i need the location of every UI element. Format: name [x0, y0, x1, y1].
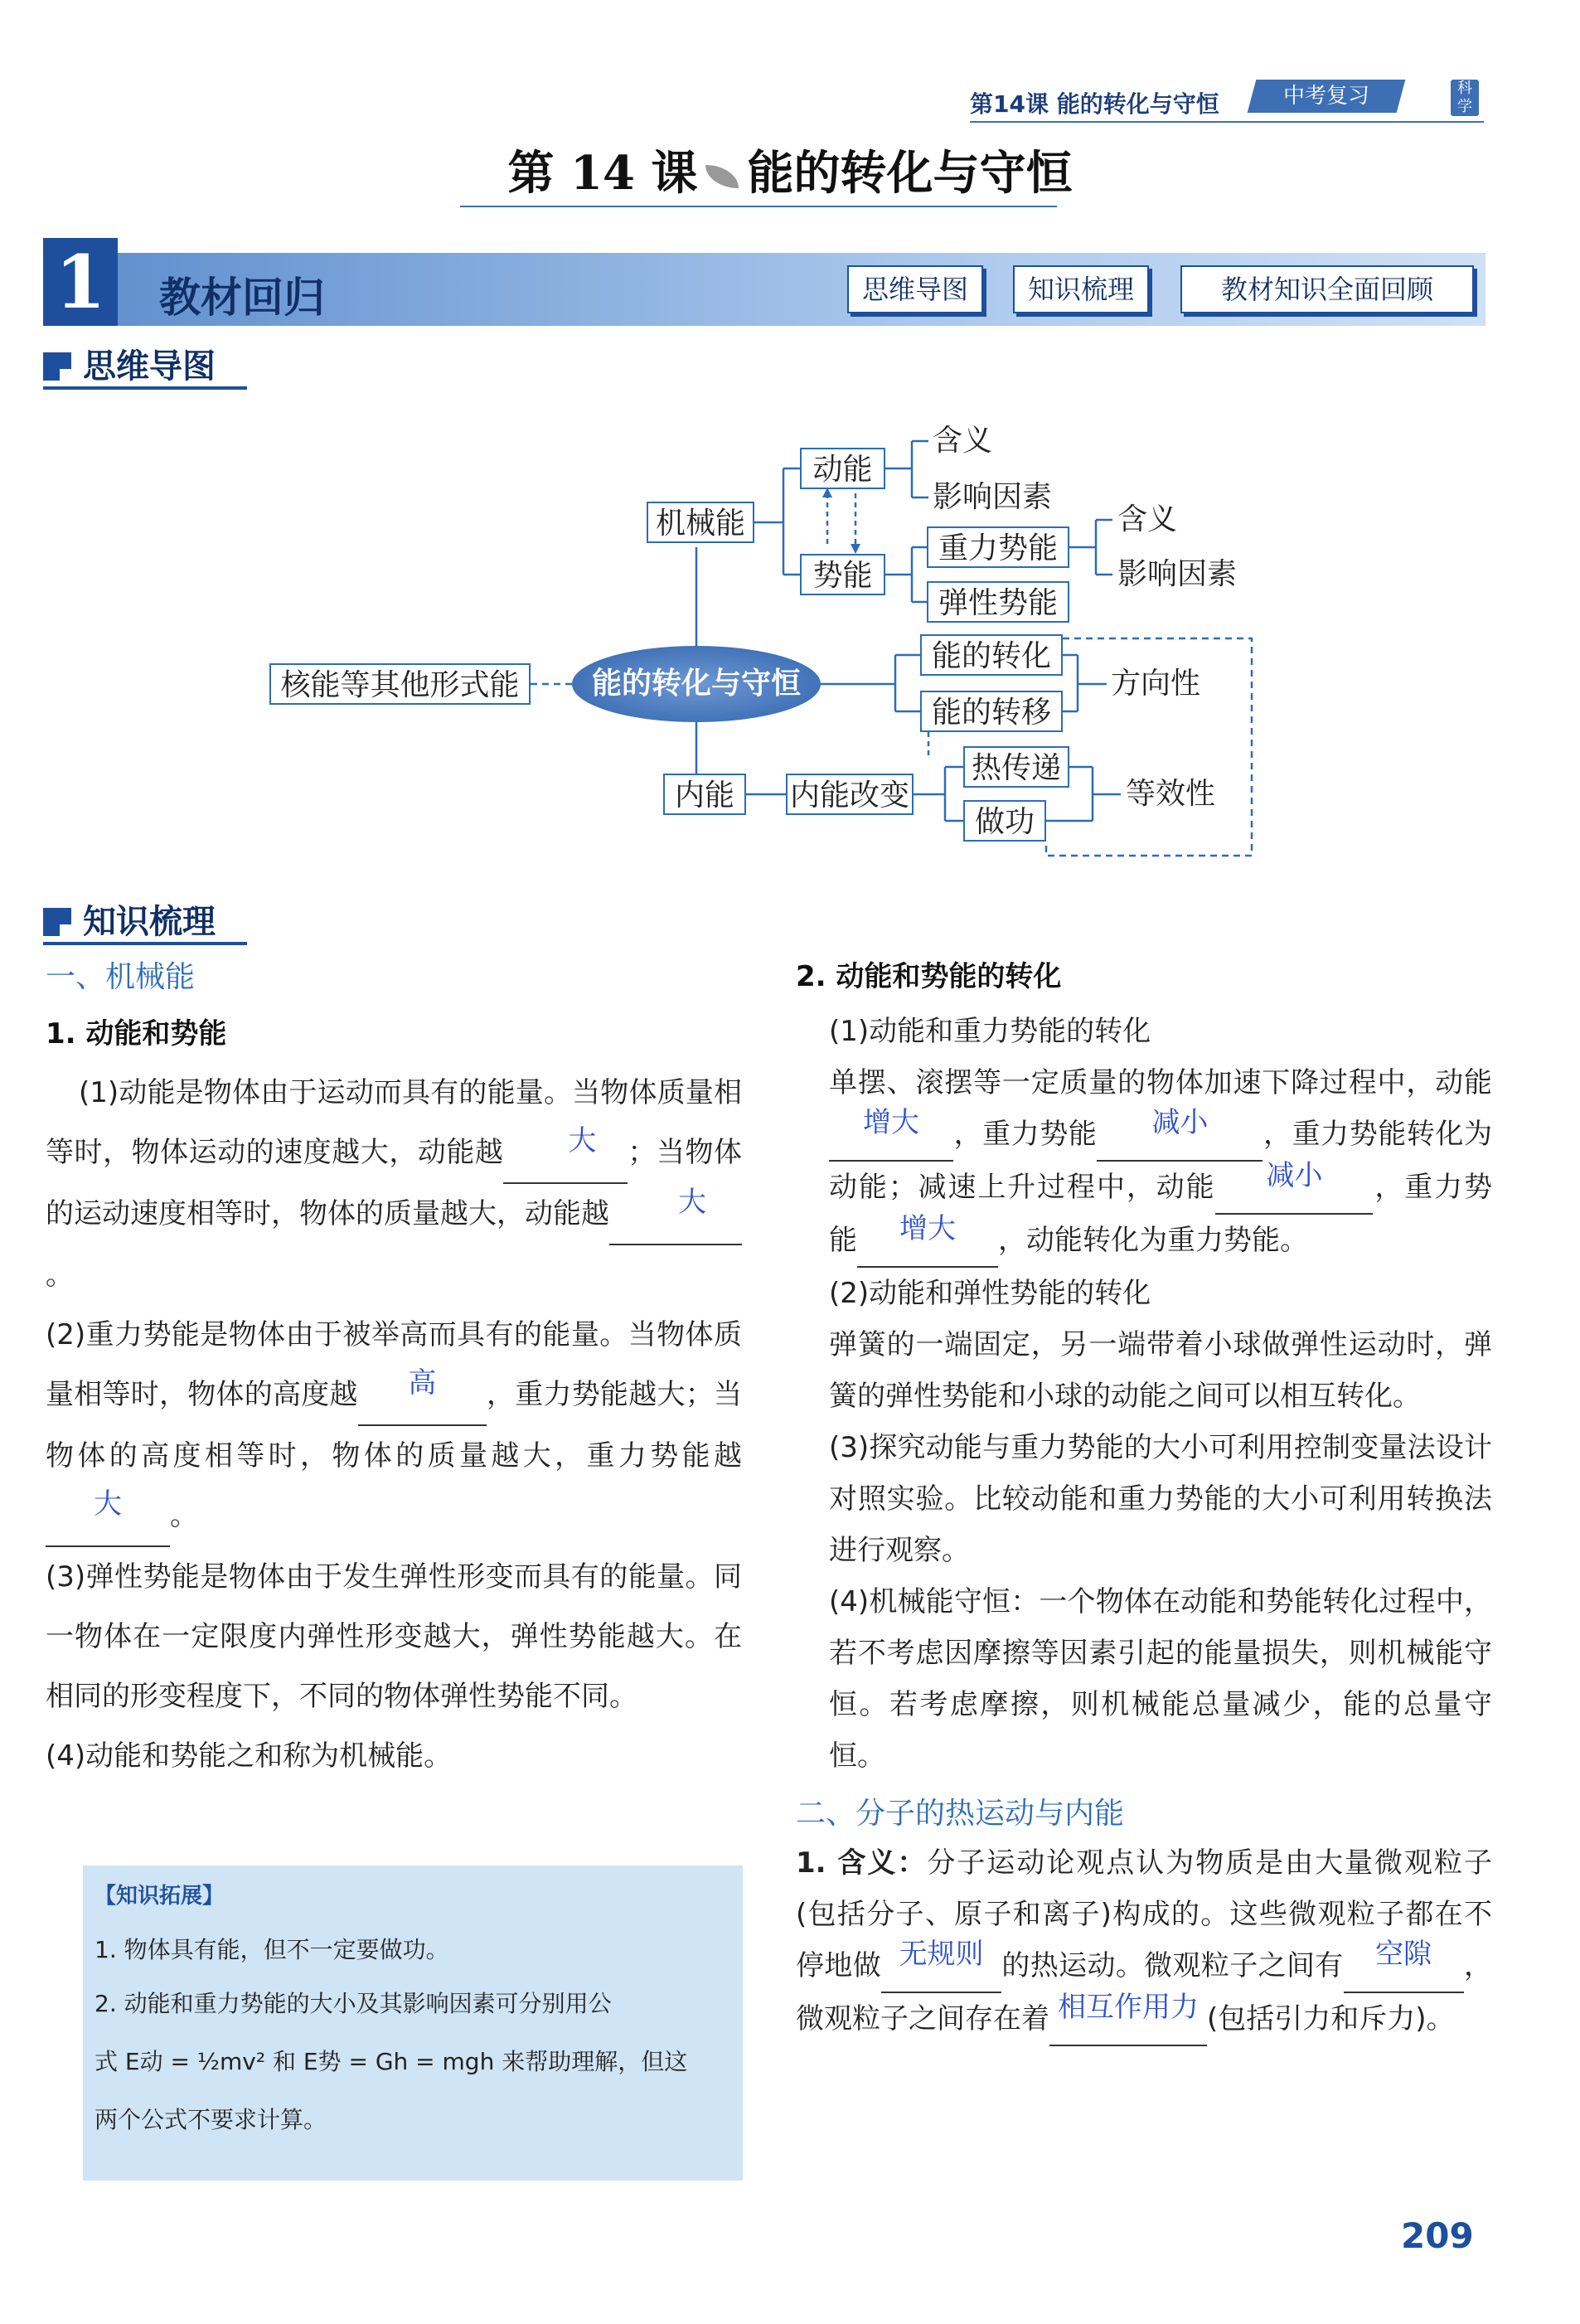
lesson-topic: 能的转化与守恒	[747, 146, 1073, 201]
gravity-meaning: 含义	[1117, 502, 1178, 536]
tag-full-review: 教材知识全面回顾	[1180, 265, 1474, 313]
answer-blank	[1097, 1106, 1263, 1162]
answer-blank	[1049, 1993, 1207, 2046]
text: 的热运动。微观粒子之间有	[1001, 1949, 1344, 1982]
item1-title: 1. 动能和势能	[46, 1017, 227, 1050]
node-work: 做功	[963, 800, 1046, 842]
node-mechanical: 机械能	[647, 502, 754, 543]
text: 单摆、滚摆等一定质量的物体加速下降过程中，动能	[829, 1066, 1492, 1099]
molecular-label: 1. 含义：	[796, 1846, 928, 1880]
knowledge-heading-text: 知识梳理	[83, 903, 216, 941]
answer-text: 大	[678, 1186, 706, 1219]
text: 。	[170, 1499, 198, 1532]
answer-blank	[1344, 1940, 1464, 1993]
text: ，重力势能	[953, 1118, 1098, 1151]
page-number: 209	[1401, 2215, 1474, 2256]
answer-blank	[881, 1940, 1001, 1993]
part2-title: 二、分子的热运动与内能	[796, 1797, 1125, 1831]
equivalence-label: 等效性	[1126, 777, 1216, 811]
node-elastic-pe: 弹性势能	[927, 581, 1069, 623]
para-gravity	[46, 1305, 742, 1547]
node-transfer: 能的转移	[920, 691, 1063, 732]
text: 分子运动论观点认为物质是由大量微观粒子(包括分子、原子和离子)构成的。这些微观粒子都在不停地做	[796, 1846, 1492, 1982]
extension-line-1: 1. 物体具有能，但不一定要做功。	[95, 1936, 449, 1963]
text: ，重力势能越大；当物体的高度相等时，物体的质量越大，重力势能越	[46, 1378, 742, 1473]
para-molecular	[796, 1837, 1492, 2046]
answer-text: 大	[568, 1124, 597, 1157]
text: (2)重力势能是物体由于被举高而具有的能量。当物体质量相等时，物体的高度越	[46, 1318, 742, 1411]
node-kinetic: 动能	[800, 448, 885, 489]
mindmap-heading-text: 思维导图	[83, 347, 216, 386]
node-internal-change: 内能改变	[786, 774, 914, 815]
answer-blank	[1215, 1159, 1373, 1215]
item2-title: 2. 动能和势能的转化	[796, 960, 1062, 993]
tag-mindmap: 思维导图	[847, 265, 983, 313]
para-conservation: (4)机械能守恒：一个物体在动能和势能转化过程中，若不考虑因摩擦等因素引起的能量损失，则机械能守恒。若考虑摩擦，则机械能总量减少，能的总量守恒。	[829, 1585, 1492, 1773]
para-elastic: (3)弹性势能是物体由于发生弹性形变而具有的能量。同一物体在一定限度内弹性形变越大，弹性势能越大。在相同的形变程度下，不同的物体弹性势能不同。	[46, 1560, 742, 1713]
review-tag-text: 中考复习	[1282, 84, 1369, 109]
subject-tag: 科学	[1451, 80, 1479, 116]
gravity-factors: 影响因素	[1117, 557, 1238, 591]
text: (包括引力和斥力)。	[1207, 2002, 1455, 2035]
answer-text: 相互作用力	[1058, 1991, 1199, 2024]
node-potential: 势能	[800, 554, 885, 595]
r2-head: (2)动能和弹性势能的转化	[829, 1277, 1151, 1310]
text: ，微观粒子之间存在着	[796, 1949, 1493, 2035]
node-other-energy: 核能等其他形式能	[269, 663, 531, 705]
answer-blank	[829, 1106, 953, 1162]
node-gravity-pe: 重力势能	[927, 526, 1069, 568]
para-experiment: (3)探究动能与重力势能的大小可利用控制变量法设计对照实验。比较动能和重力势能的大小可利用转换法进行观察。	[829, 1431, 1492, 1567]
para-elastic-conversion: 弹簧的一端固定，另一端带着小球做弹性运动时，弹簧的弹性势能和小球的动能之间可以相互转化。	[829, 1328, 1492, 1413]
knowledge-heading	[43, 895, 216, 943]
answer-text: 减小	[1266, 1159, 1323, 1192]
answer-text: 无规则	[899, 1938, 984, 1971]
tag-knowledge: 知识梳理	[1013, 265, 1149, 313]
header-lesson-label: 第14课 能的转化与守恒	[970, 90, 1219, 118]
text: ，重力势能转化为动能；减速上升过程中，动能	[829, 1118, 1493, 1204]
answer-text: 高	[408, 1366, 437, 1400]
part1-title: 一、机械能	[46, 960, 196, 994]
answer-text: 大	[94, 1487, 122, 1521]
knowledge-heading-rule	[43, 942, 247, 945]
extension-line-4: 两个公式不要求计算。	[95, 2106, 327, 2133]
answer-blank	[857, 1212, 998, 1268]
node-conversion: 能的转化	[920, 634, 1063, 676]
direction-label: 方向性	[1111, 667, 1201, 701]
text: ，动能转化为重力势能。	[998, 1224, 1308, 1257]
text: (1)动能是物体由于运动而具有的能量。当物体质量相等时，物体运动的速度越大，动能越	[46, 1076, 742, 1169]
answer-text: 空隙	[1375, 1938, 1432, 1971]
left-column	[46, 953, 742, 1786]
answer-blank	[46, 1486, 170, 1547]
section-title: 教材回归	[159, 274, 325, 322]
node-heat-transfer: 热传递	[963, 746, 1069, 788]
node-internal: 内能	[663, 774, 746, 815]
para-mechanical: (4)动能和势能之和称为机械能。	[46, 1739, 453, 1773]
kinetic-factors: 影响因素	[933, 480, 1053, 514]
knowledge-extension-box	[83, 1866, 743, 2181]
r1-head: (1)动能和重力势能的转化	[829, 1015, 1151, 1048]
para-kinetic	[46, 1063, 742, 1305]
text: ，重力势能	[829, 1171, 1493, 1257]
answer-blank	[358, 1365, 487, 1426]
answer-blank	[609, 1184, 742, 1245]
extension-title: 【知识拓展】	[95, 1884, 225, 1909]
kinetic-meaning: 含义	[933, 424, 993, 458]
answer-text: 减小	[1151, 1106, 1209, 1139]
answer-text: 增大	[899, 1212, 956, 1245]
right-column	[796, 953, 1492, 2046]
extension-line-2: 2. 动能和重力势能的大小及其影响因素可分别用公	[95, 1990, 612, 2017]
answer-text: 增大	[863, 1106, 919, 1139]
lesson-number: 第 14 课	[507, 146, 698, 201]
text: 。	[46, 1259, 74, 1292]
section-square-icon	[43, 908, 71, 936]
answer-blank	[503, 1123, 628, 1184]
node-center: 能的转化与守恒	[572, 646, 821, 722]
section-number: 1	[43, 238, 118, 326]
para-kinetic-gravity	[829, 1057, 1492, 1268]
mind-map-connectors	[0, 0, 1580, 879]
item2-body	[796, 1006, 1492, 1782]
extension-line-3: 式 E动 = ½mv² 和 E势 = Gh = mgh 来帮助理解，但这	[95, 2048, 688, 2075]
text: ；当物体的运动速度相等时，物体的质量越大，动能越	[46, 1136, 743, 1230]
